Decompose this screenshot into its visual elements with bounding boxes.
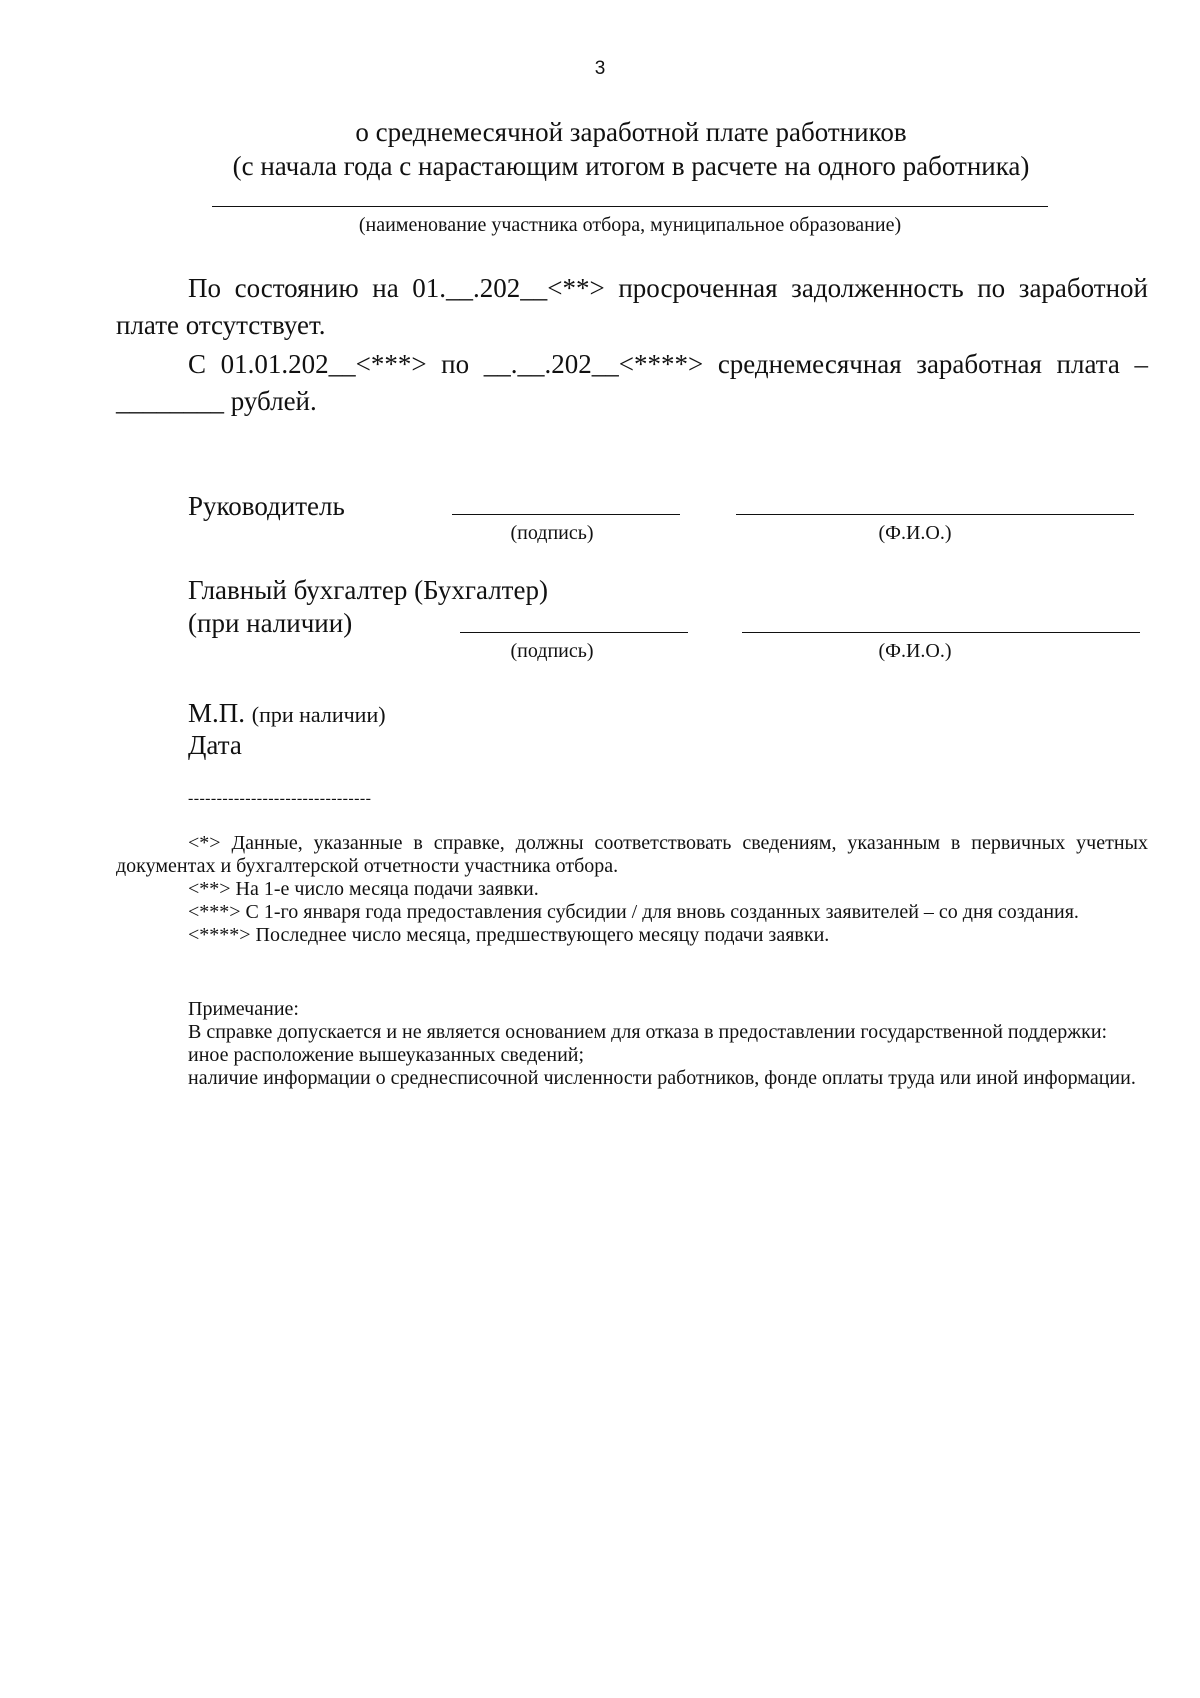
stamp-label [188,697,386,731]
document-title-line-2: (с начала года с нарастающим итогом в расчете на одного работника) [232,151,1030,181]
remark-item-3: наличие информации о среднесписочной численности работников, фонде оплаты труда или иной информации. [188,1067,1136,1089]
document-title-line-1: о среднемесячной заработной плате работников [355,117,907,147]
head-signature-caption: (подпись) [510,522,594,544]
remark-item-2: иное расположение вышеуказанных сведений; [188,1044,585,1066]
paragraph-average-salary [116,346,1148,420]
head-fio-caption: (Ф.И.О.) [878,522,952,544]
head-fio-line [736,514,1134,515]
paragraph-salary-text: С 01.01.202__<***> по __.__.202__<****> среднемесячная заработная плата – ________ рублей. [116,349,1148,416]
accountant-fio-caption: (Ф.И.О.) [878,640,952,662]
chief-accountant-label: Главный бухгалтер (Бухгалтер) [188,575,548,605]
accountant-signature-caption: (подпись) [510,640,594,662]
footnote-separator: -------------------------------- [188,790,372,807]
organization-name-caption: (наименование участника отбора, муниципальное образование) [358,214,902,236]
footnote-2: <**> На 1-е число месяца подачи заявки. [188,878,539,900]
head-signature-line [452,514,680,515]
accountant-signature-line [460,632,688,633]
paragraph-arrears-statement [116,270,1148,344]
accountant-fio-line [742,632,1140,633]
paragraph-arrears-text: По состоянию на 01.__.202__<**> просроченная задолженность по заработной плате отсутствует. [116,273,1148,340]
footnotes [116,832,1148,947]
remarks-heading: Примечание: [188,998,299,1020]
footnote-4: <****> Последнее число месяца, предшествующего месяцу подачи заявки. [188,924,830,946]
stamp-note: (при наличии) [251,702,386,727]
footnote-1: <*> Данные, указанные в справке, должны соответствовать сведениям, указанным в первичных учетных документах и бухгалтерской отчетности участника отбора. [116,832,1148,877]
page-number: 3 [594,58,606,79]
head-label: Руководитель [188,491,345,521]
organization-name-blank-line [212,206,1048,207]
footnote-3: <***> С 1-го января года предоставления субсидии / для вновь созданных заявителей – со дня создания. [188,901,1079,923]
stamp-mp: М.П. [188,698,246,728]
remark-item-1: В справке допускается и не является основанием для отказа в предоставлении государственной поддержки: [188,1021,1108,1043]
chief-accountant-note: (при наличии) [188,608,353,638]
date-label: Дата [188,730,242,760]
remarks [116,998,1148,1090]
